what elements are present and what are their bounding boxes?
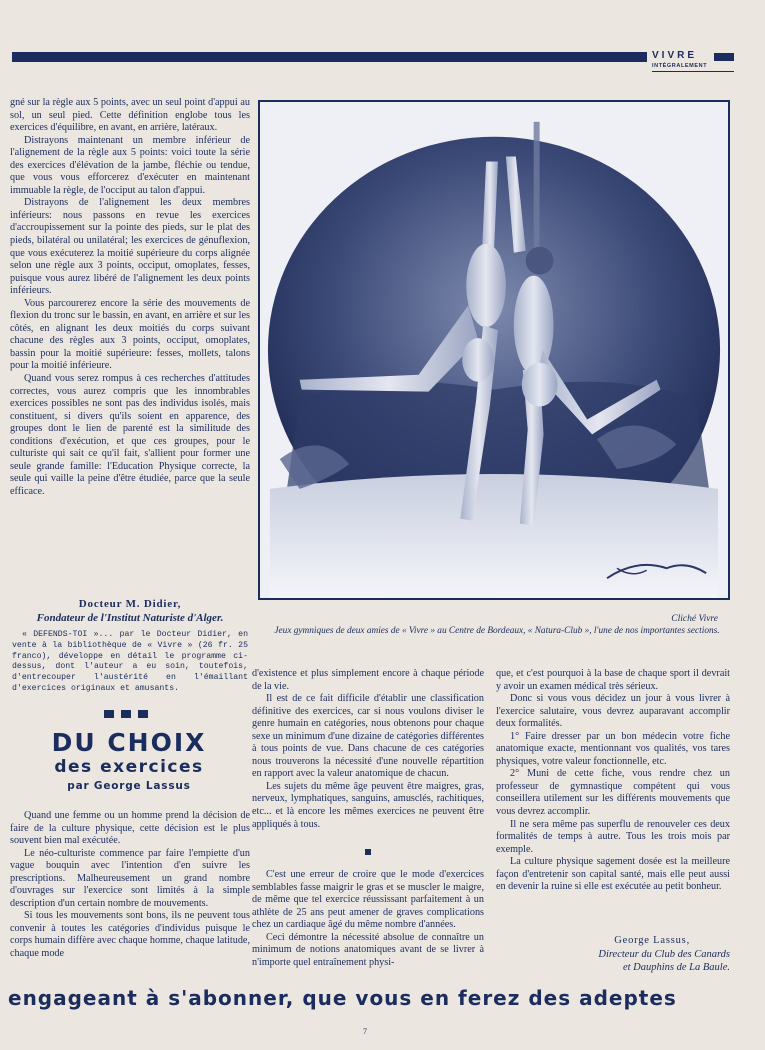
photo-credit: Cliché Vivre: [671, 614, 718, 624]
photograph: [258, 100, 730, 600]
author2-signature-role: [496, 948, 730, 974]
role-line: Directeur du Club des Canards: [598, 949, 730, 960]
left-column-article-text: [10, 810, 250, 961]
paragraph: Si tous les mouvements sont bons, ils ne peuvent tous convenir à toutes les catégories d'individus puisque le corps humain diffère avec chaque homme, chaque latitude, chaque mode: [10, 910, 250, 960]
paragraph: d'existence et plus simplement encore à chaque période de la vie.: [252, 668, 484, 692]
header-block: [714, 53, 734, 61]
footer-banner: engageant à s'abonner, que vous en ferez des adeptes: [8, 986, 677, 1010]
author2-signature-name: George Lassus,: [614, 935, 690, 946]
paragraph: Ceci démontre la nécessité absolue de connaître un minimum de notions anatomiques avant de se livrer à n'importe quel entraînement physi-: [252, 931, 484, 968]
header-underline: [652, 71, 734, 72]
photo-caption: Jeux gymniques de deux amies de « Vivre » au Centre de Bordeaux, « Natura-Club », l'une de nos importantes sections.: [274, 626, 720, 636]
paragraph: gné sur la règle aux 5 points, avec un seul point d'appui au sol, un seul pied. Cette définition englobe tous les exercices d'équilibre, en avant, en arrière, latéraux.: [10, 97, 250, 134]
author-signature-role: Fondateur de l'Institut Naturiste d'Alger.: [36, 612, 224, 624]
paragraph: Il est de ce fait difficile d'établir une classification définitive des exercices, car si nous voulons diviser le genre humain en catégories, nous obtenons pour chaque sexe un minimum d'une dizaine de catégories différentes à tous points de vue. Dans chacune de ces catégories nous trouverons la nécessité d'une nouvelle répartition en rapport avec la valeur anatomique de chacun.: [252, 693, 484, 780]
note-text: « DEFENDS-TOI »... par le Docteur Didier, en vente à la bibliothèque de « Vivre » (26 fr. 25 franco), développe en détail le programme ci-dessus, dont l'auteur a eu soin, toutefois, d'entrecouper l'austérité en l'émaillant d'exercices originaux et amusants.: [12, 630, 248, 693]
paragraph: Quand vous serez rompus à ces recherches d'attitudes correctes, vous aurez compris que les innombrables exercices possibles ne sont pas des individus isolés, mais constituent, si divers qu'ils soient en apparence, des groupes dont le lien de parenté est la similitude des conditions d'exécution, et que ces groupes, pour le culturiste qui sait ce qu'il fait, s'allient pour former une seule grande famille: l'Education Physique correcte, la seule qui vaille la peine d'être étudiée, parce que la seule efficace.: [10, 373, 250, 497]
paragraph: Le néo-culturiste commence par faire l'empiette d'un vague bouquin avec l'intention d'en suivre les prescriptions. Malheureusement un grand nombre d'ouvrages sur l'exercice sont limités à la simple description d'un certain nombre de mouvements.: [10, 847, 250, 909]
middle-column-text: [252, 668, 484, 969]
paragraph: Donc si vous vous décidez un jour à vous livrer à l'exercice salutaire, vous devrez auparavant accomplir deux formalités.: [496, 693, 730, 730]
book-note: [12, 630, 248, 695]
paragraph: Il ne sera même pas superflu de renouveler ces deux formalités de temps à autre. Tous les trois mois par exemple.: [496, 818, 730, 855]
paragraph: Vous parcourerez encore la série des mouvements de flexion du tronc sur le bassin, en avant, en arrière et sur les côtés, en alignant les deux moitiés du corps suivant chacune des règles aux 3 points, occiput, omoplates, bassin pour la moitié supérieure: fesses, mollets, talons pour la moitié inférieure.: [10, 297, 250, 372]
paragraph: que, et c'est pourquoi à la base de chaque sport il devrait y avoir un examen médical très sérieux.: [496, 668, 730, 692]
header-title: VIVRE: [652, 50, 698, 61]
role-line: et Dauphins de La Baule.: [622, 962, 730, 973]
header-subtitle: INTÉGRALEMENT: [652, 63, 708, 69]
article-title-line2: des exercices: [54, 757, 204, 777]
paragraph: C'est une erreur de croire que le mode d'exercices semblables fasse maigrir le gras et se muscler le maigre, de même que tel exercice réussissant parfaitement à un athlète de 25 ans peut amener de graves complications chez un cardiaque âgé du même nombre d'années.: [252, 869, 484, 931]
paragraph: 1° Faire dresser par un bon médecin votre fiche anatomique exacte, mentionnant vos qualités, vos tares physiques, votre valeur fonctionnelle, etc.: [496, 730, 730, 767]
paragraph: Quand une femme ou un homme prend la décision de faire de la culture physique, cette décision est le plus souvent bien mal exécutée.: [10, 810, 250, 847]
paragraph: Les sujets du même âge peuvent être maigres, gras, nerveux, lymphatiques, sanguins, amusclés, rachitiques, etc... et là encore les mêmes exercices ne peuvent être appliqués à tous.: [252, 780, 484, 830]
paragraph: La culture physique sagement dosée est la meilleure façon d'entretenir son capital santé, mais elle peut aussi en devenir la ruine si elle est exécutée au petit bonheur.: [496, 856, 730, 893]
section-divider: [365, 849, 371, 855]
header-rule-bar: [12, 52, 647, 62]
left-column-top-text: [10, 97, 250, 499]
article-byline: par George Lassus: [67, 780, 191, 792]
paragraph: Distrayons de l'alignement les deux membres inférieurs: nous passons en revue les exercices d'accroupissement sur la pointe des pieds, sur le plat des pieds, bilatéral ou unilatéral; les exercices de génuflexion, que vous exécuterez la moitié supérieure du corps alignée selon une règle aux 3 points, occiput, omoplates, fesses, puisque vous aurez libéré de l'alignement les deux points inférieurs.: [10, 197, 250, 297]
author-signature-name: Docteur M. Didier,: [78, 598, 182, 610]
paragraph: 2° Muni de cette fiche, vous rendre chez un professeur de gymnastique compétent qui vous conseillera utilement sur les différents mouvements que vous devrez accomplir.: [496, 768, 730, 818]
photograph-illustration: [260, 102, 728, 598]
ornament-squares: [104, 710, 148, 718]
paragraph: Distrayons maintenant un membre inférieur de l'alignement de la règle aux 5 points: voici toute la série des exercices d'élévation de la jambe, fléchie ou tendue, que vous vous efforcerez d'exécuter en maintenant immuable la règle, de l'occiput au talon d'appui.: [10, 134, 250, 196]
right-column-text: [496, 668, 730, 894]
article-title: DU CHOIX: [51, 728, 207, 757]
page-number: 7: [363, 1027, 367, 1036]
